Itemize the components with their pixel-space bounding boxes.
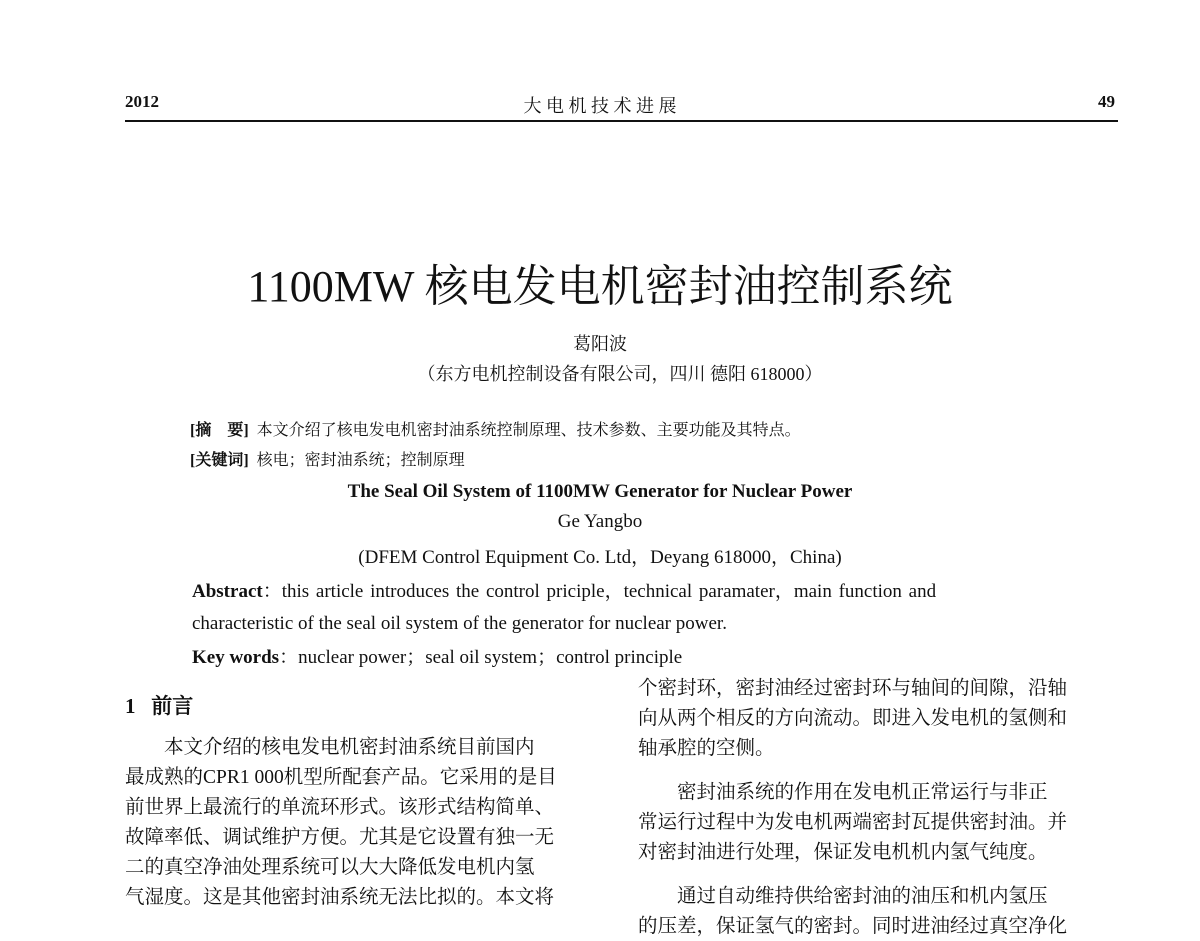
text-line: 二的真空净油处理系统可以大大降低发电机内氢: [125, 857, 535, 878]
section-title: 前言: [151, 694, 194, 718]
right-column: [638, 674, 1114, 941]
text-line: 常运行过程中为发电机两端密封瓦提供密封油。并: [638, 812, 1068, 833]
keywords-cn-label: [关键词]: [190, 452, 249, 469]
keywords-cn-text: 核电；密封油系统；控制原理: [256, 452, 465, 469]
keywords-en-text: ：nuclear power；seal oil system；control principle: [279, 647, 683, 668]
abstract-cn: [190, 417, 801, 440]
text-line: 气湿度。这是其他密封油系统无法比拟的。本文将: [125, 887, 555, 908]
english-author: Ge Yangbo: [557, 511, 643, 532]
header-page-number: 49: [1098, 92, 1115, 111]
header-rule: [125, 120, 1118, 122]
english-abstract-line2: characteristic of the seal oil system of the generator for nuclear power.: [192, 613, 727, 634]
text-line: 前世界上最流行的单流环形式。该形式结构简单、: [125, 797, 555, 818]
abstract-en-text-1: ：this article introduces the control priciple，technical paramater，main function and: [262, 581, 937, 602]
abstract-en-label: Abstract: [192, 581, 263, 602]
keywords-cn: [190, 447, 465, 470]
affiliation: （东方电机控制设备有限公司，四川 德阳 618000）: [417, 364, 823, 384]
english-abstract-line1: [192, 576, 936, 603]
text-line: 故障率低、调试维护方便。尤其是它设置有独一无: [125, 827, 555, 848]
abstract-cn-text: 本文介绍了核电发电机密封油系统控制原理、技术参数、主要功能及其特点。: [256, 422, 801, 439]
author: 葛阳波: [573, 334, 627, 354]
english-title: The Seal Oil System of 1100MW Generator for Nuclear Power: [347, 481, 853, 502]
section-heading: [125, 690, 193, 720]
section-number: 1: [125, 694, 136, 718]
keywords-en-label: Key words: [192, 647, 280, 668]
left-column: [125, 733, 601, 913]
text-line: 密封油系统的作用在发电机正常运行与非正: [677, 782, 1048, 803]
text-line: 个密封环，密封油经过密封环与轴间的间隙，沿轴: [638, 678, 1068, 699]
header-year: 2012: [125, 92, 159, 111]
text-line: 通过自动维持供给密封油的油压和机内氢压: [677, 886, 1048, 907]
text-line: 最成熟的CPR1 000机型所配套产品。它采用的是目: [125, 767, 557, 788]
english-keywords: [192, 642, 682, 669]
text-line: 向从两个相反的方向流动。即进入发电机的氢侧和: [638, 708, 1068, 729]
text-line: 轴承腔的空侧。: [638, 738, 775, 759]
abstract-cn-label: [摘 要]: [190, 422, 249, 439]
english-affiliation: (DFEM Control Equipment Co. Ltd，Deyang 618000，China): [358, 547, 842, 568]
header-journal: 大 电 机 技 术 进 展: [523, 96, 677, 116]
text-line: 对密封油进行处理，保证发电机机内氢气纯度。: [638, 842, 1048, 863]
text-line: 的压差，保证氢气的密封。同时进油经过真空净化: [638, 916, 1068, 937]
text-line: 本文介绍的核电发电机密封油系统目前国内: [164, 737, 535, 758]
paper-title: 1100MW 核电发电机密封油控制系统: [247, 262, 953, 311]
